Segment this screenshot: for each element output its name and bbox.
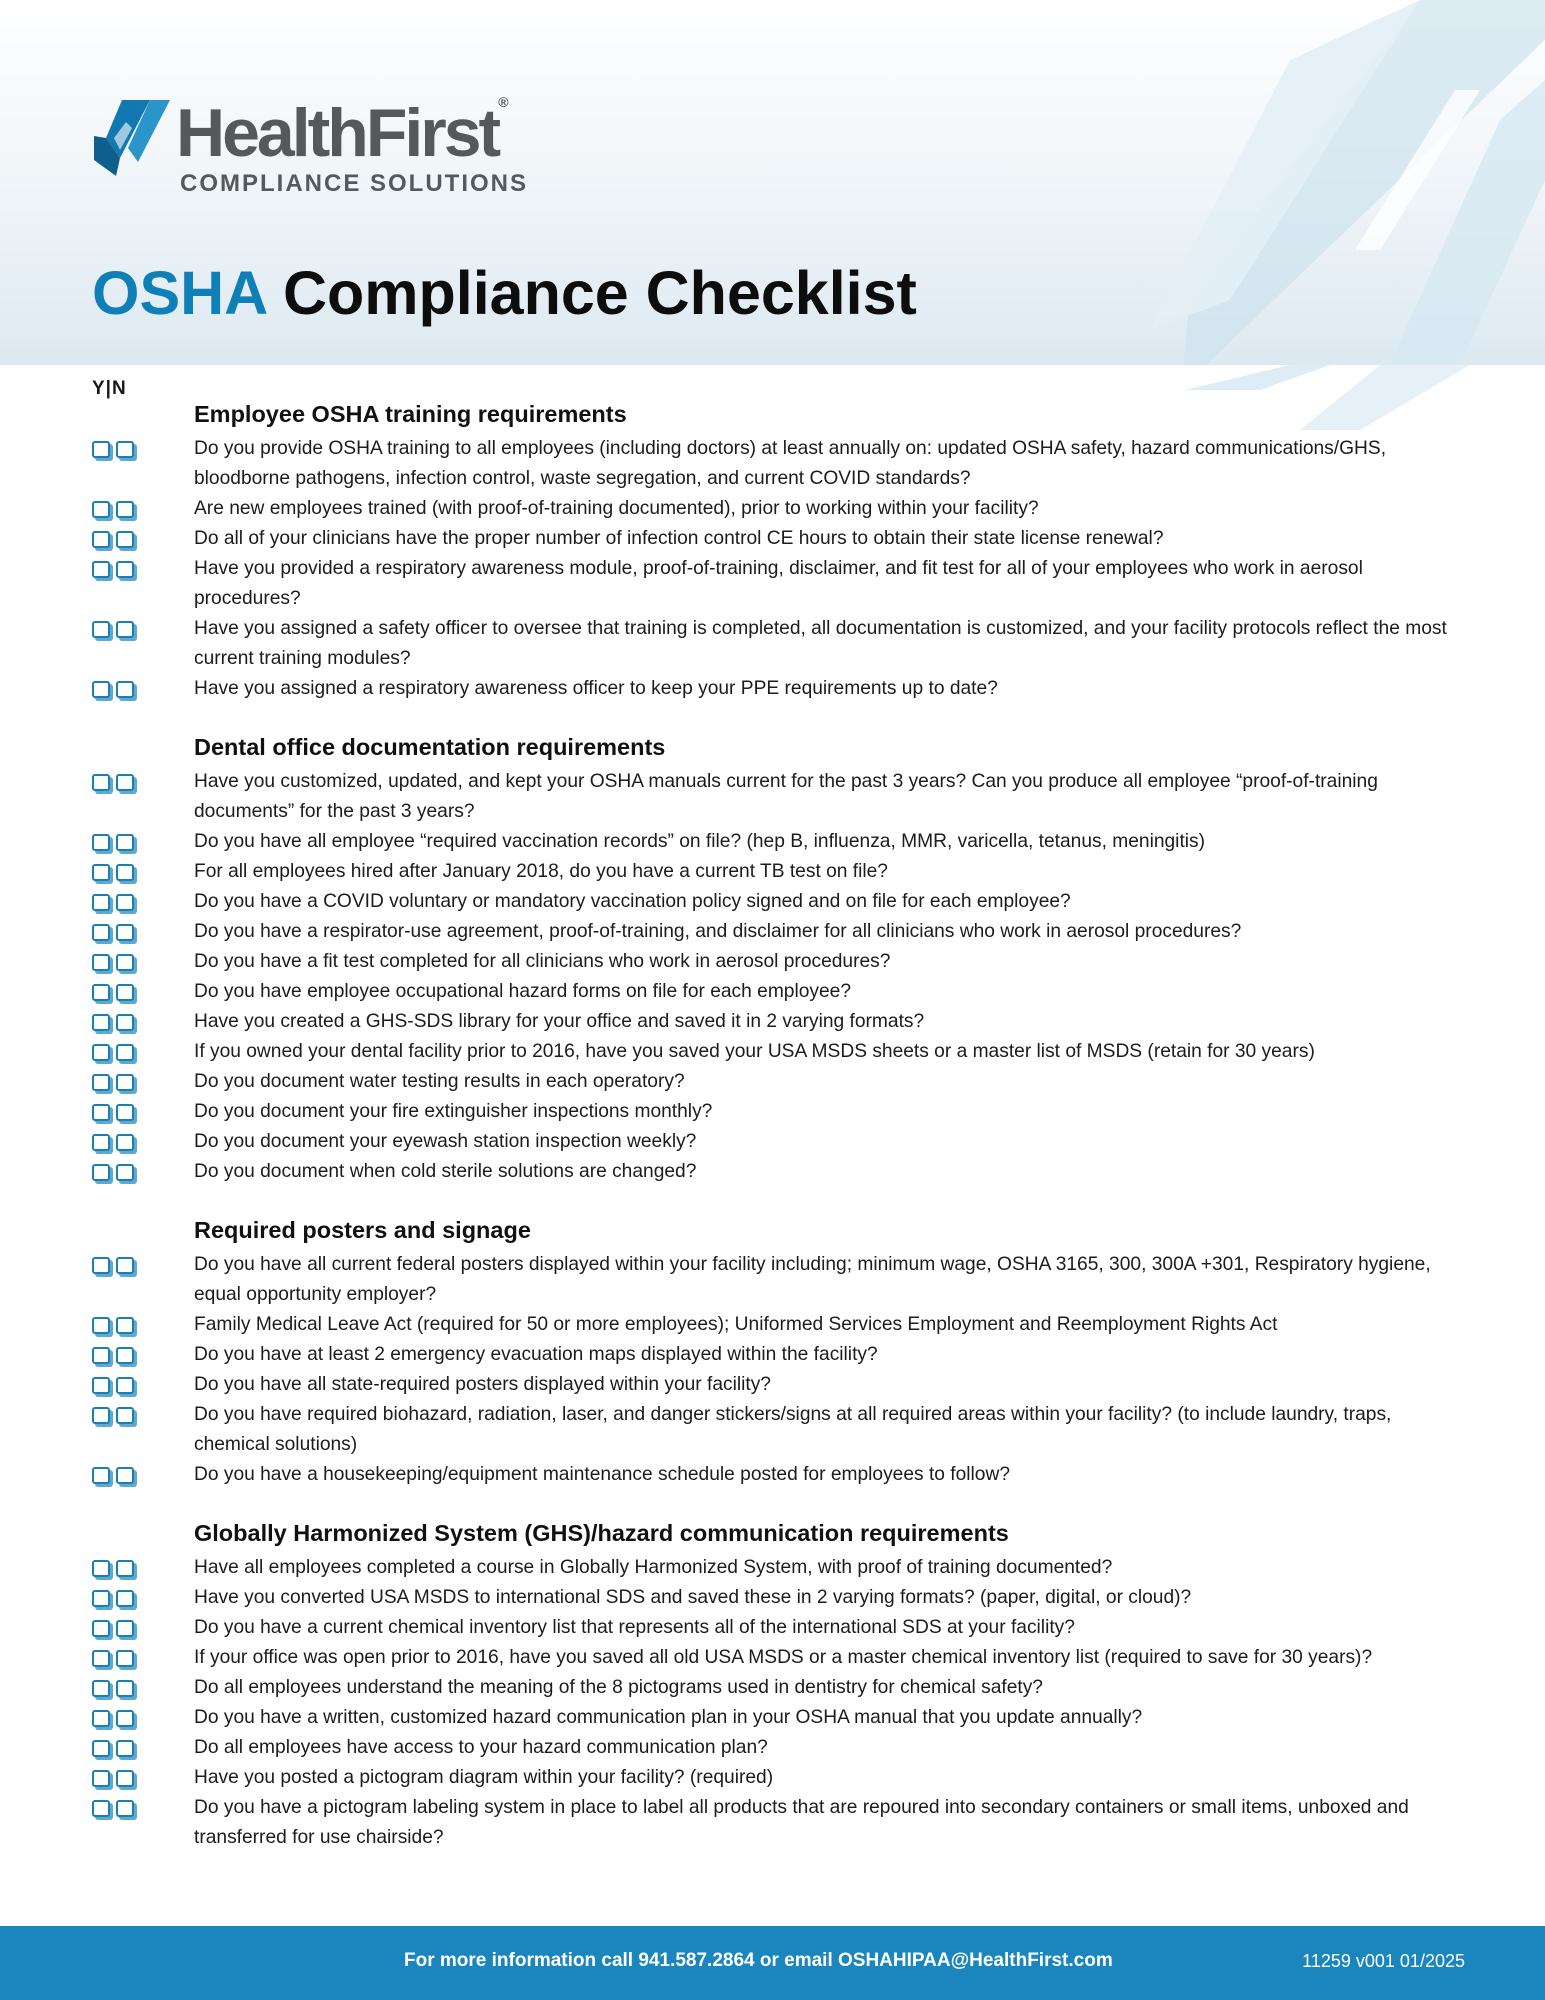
item-question: Do you have a pictogram labeling system in place to label all products that are repoured into secondary containers or small items, unboxed and transferred for use chairside? xyxy=(194,1797,1409,1848)
no-checkbox[interactable] xyxy=(116,1044,134,1061)
yes-checkbox[interactable] xyxy=(92,954,110,971)
no-checkbox[interactable] xyxy=(116,1317,134,1334)
no-checkbox[interactable] xyxy=(116,1710,134,1727)
checklist-item xyxy=(0,494,1545,524)
yes-checkbox[interactable] xyxy=(92,1377,110,1394)
checklist-item xyxy=(0,947,1545,977)
yes-checkbox[interactable] xyxy=(92,621,110,638)
no-checkbox[interactable] xyxy=(116,1740,134,1757)
document-code: 11259 v001 01/2025 xyxy=(1302,1951,1465,1971)
item-question: Do you provide OSHA training to all employees (including doctors) at least annually on: updated OSHA safety, hazard communications/GHS, bloodborne pathogens, infection control, waste segregation, and current COVID standards? xyxy=(194,438,1387,489)
checklist-item xyxy=(0,977,1545,1007)
item-question: If your office was open prior to 2016, have you saved all old USA MSDS or a master chemical inventory list (required to save for 30 years)? xyxy=(194,1647,1373,1668)
checklist-section xyxy=(0,1214,1545,1490)
yes-checkbox[interactable] xyxy=(92,1800,110,1817)
item-question: Family Medical Leave Act (required for 50 or more employees); Uniformed Services Employment and Reemployment Rights Act xyxy=(194,1314,1278,1335)
no-checkbox[interactable] xyxy=(116,1467,134,1484)
checklist-item xyxy=(0,1007,1545,1037)
item-question: Have all employees completed a course in Globally Harmonized System, with proof of training documented? xyxy=(194,1557,1113,1578)
no-checkbox[interactable] xyxy=(116,954,134,971)
item-question: Have you posted a pictogram diagram within your facility? (required) xyxy=(194,1767,774,1788)
item-question: Do you document your eyewash station inspection weekly? xyxy=(194,1131,697,1152)
item-question: Do you have a current chemical inventory list that represents all of the international SDS at your facility? xyxy=(194,1617,1075,1638)
yes-checkbox[interactable] xyxy=(92,864,110,881)
section-title: Employee OSHA training requirements xyxy=(194,401,627,427)
checklist-item xyxy=(0,887,1545,917)
item-question: Do all of your clinicians have the proper number of infection control CE hours to obtain their state license renewal? xyxy=(194,528,1164,549)
yes-checkbox[interactable] xyxy=(92,1317,110,1334)
checklist-item xyxy=(0,434,1545,494)
yes-checkbox[interactable] xyxy=(92,924,110,941)
yes-checkbox[interactable] xyxy=(92,1710,110,1727)
no-checkbox[interactable] xyxy=(116,531,134,548)
item-question: Have you provided a respiratory awareness module, proof-of-training, disclaimer, and fit test for all of your employees who work in aerosol procedures? xyxy=(194,558,1363,609)
item-question: Do you have all employee “required vaccination records” on file? (hep B, influenza, MMR, varicella, tetanus, meningitis) xyxy=(194,831,1206,852)
item-question: Do all employees understand the meaning of the 8 pictograms used in dentistry for chemical safety? xyxy=(194,1677,1043,1698)
yes-checkbox[interactable] xyxy=(92,501,110,518)
checklist-item xyxy=(0,1553,1545,1583)
yes-checkbox[interactable] xyxy=(92,1014,110,1031)
yes-checkbox[interactable] xyxy=(92,834,110,851)
no-checkbox[interactable] xyxy=(116,1164,134,1181)
yes-checkbox[interactable] xyxy=(92,681,110,698)
yes-checkbox[interactable] xyxy=(92,1134,110,1151)
no-checkbox[interactable] xyxy=(116,1074,134,1091)
no-checkbox[interactable] xyxy=(116,501,134,518)
brand-name: HealthFirst® xyxy=(176,94,509,171)
no-checkbox[interactable] xyxy=(116,681,134,698)
brand-subtitle: COMPLIANCE SOLUTIONS xyxy=(180,170,529,197)
item-question: For all employees hired after January 2018, do you have a current TB test on file? xyxy=(194,861,888,882)
no-checkbox[interactable] xyxy=(116,1347,134,1364)
no-checkbox[interactable] xyxy=(116,1104,134,1121)
item-question: Have you customized, updated, and kept your OSHA manuals current for the past 3 years? Can you produce all employee “proof-of-training documents” for the past 3 years? xyxy=(194,771,1378,822)
footer-contact: For more information call 941.587.2864 or email OSHAHIPAA@HealthFirst.com xyxy=(404,1950,1113,1971)
item-question: Do you have all state-required posters displayed within your facility? xyxy=(194,1374,771,1395)
checklist xyxy=(0,398,1545,1880)
no-checkbox[interactable] xyxy=(116,924,134,941)
yes-checkbox[interactable] xyxy=(92,1074,110,1091)
no-checkbox[interactable] xyxy=(116,864,134,881)
section-title: Globally Harmonized System (GHS)/hazard communication requirements xyxy=(194,1520,1009,1546)
yes-checkbox[interactable] xyxy=(92,1590,110,1607)
checklist-item xyxy=(0,1097,1545,1127)
checklist-item xyxy=(0,1250,1545,1310)
yes-checkbox[interactable] xyxy=(92,1347,110,1364)
item-question: Have you created a GHS-SDS library for your office and saved it in 2 varying formats? xyxy=(194,1011,925,1032)
yes-checkbox[interactable] xyxy=(92,1164,110,1181)
checklist-item xyxy=(0,1733,1545,1763)
no-checkbox[interactable] xyxy=(116,1377,134,1394)
item-question: Do you document when cold sterile solutions are changed? xyxy=(194,1161,697,1182)
item-question: Have you assigned a respiratory awareness officer to keep your PPE requirements up to date? xyxy=(194,678,998,699)
footer-bar xyxy=(0,1926,1545,2000)
item-question: Are new employees trained (with proof-of-training documented), prior to working within your facility? xyxy=(194,498,1039,519)
checklist-item xyxy=(0,1613,1545,1643)
item-question: Do all employees have access to your hazard communication plan? xyxy=(194,1737,768,1758)
yes-checkbox[interactable] xyxy=(92,894,110,911)
no-checkbox[interactable] xyxy=(116,894,134,911)
item-question: Do you have a COVID voluntary or mandatory vaccination policy signed and on file for each employee? xyxy=(194,891,1071,912)
item-question: Do you document water testing results in each operatory? xyxy=(194,1071,685,1092)
no-checkbox[interactable] xyxy=(116,1650,134,1667)
no-checkbox[interactable] xyxy=(116,1407,134,1424)
item-question: Do you have a respirator-use agreement, proof-of-training, and disclaimer for all clinicians who work in aerosol procedures? xyxy=(194,921,1242,942)
no-checkbox[interactable] xyxy=(116,774,134,791)
no-checkbox[interactable] xyxy=(116,1134,134,1151)
yes-checkbox[interactable] xyxy=(92,1467,110,1484)
item-question: Do you document your fire extinguisher inspections monthly? xyxy=(194,1101,713,1122)
no-checkbox[interactable] xyxy=(116,984,134,1001)
no-checkbox[interactable] xyxy=(116,1770,134,1787)
yes-checkbox[interactable] xyxy=(92,1257,110,1274)
no-checkbox[interactable] xyxy=(116,1800,134,1817)
no-checkbox[interactable] xyxy=(116,1257,134,1274)
item-question: Do you have at least 2 emergency evacuation maps displayed within the facility? xyxy=(194,1344,878,1365)
title-rest: Compliance Checklist xyxy=(282,259,917,327)
title-accent: OSHA xyxy=(92,259,266,327)
checklist-item xyxy=(0,1643,1545,1673)
checklist-item xyxy=(0,1793,1545,1853)
checklist-section xyxy=(0,1517,1545,1853)
checklist-item xyxy=(0,674,1545,704)
no-checkbox[interactable] xyxy=(116,561,134,578)
item-question: Do you have a written, customized hazard communication plan in your OSHA manual that you update annually? xyxy=(194,1707,1143,1728)
yes-no-header: Y|N xyxy=(92,378,127,399)
no-checkbox[interactable] xyxy=(116,1680,134,1697)
no-checkbox[interactable] xyxy=(116,441,134,458)
no-checkbox[interactable] xyxy=(116,1560,134,1577)
yes-checkbox[interactable] xyxy=(92,1104,110,1121)
checklist-item xyxy=(0,857,1545,887)
item-question: Do you have all current federal posters displayed within your facility including; minimum wage, OSHA 3165, 300, 300A +301, Respiratory hygiene, equal opportunity employer? xyxy=(194,1254,1431,1305)
checklist-item xyxy=(0,1583,1545,1613)
item-question: Have you assigned a safety officer to oversee that training is completed, all documentation is customized, and your facility protocols reflect the most current training modules? xyxy=(194,618,1447,669)
yes-checkbox[interactable] xyxy=(92,984,110,1001)
checklist-item xyxy=(0,1763,1545,1793)
no-checkbox[interactable] xyxy=(116,834,134,851)
checklist-section xyxy=(0,731,1545,1187)
decorative-stripes-lower xyxy=(0,0,1545,430)
yes-checkbox[interactable] xyxy=(92,1650,110,1667)
item-question: Do you have employee occupational hazard forms on file for each employee? xyxy=(194,981,852,1002)
section-title: Dental office documentation requirements xyxy=(194,734,666,760)
yes-checkbox[interactable] xyxy=(92,1407,110,1424)
yes-checkbox[interactable] xyxy=(92,531,110,548)
no-checkbox[interactable] xyxy=(116,1620,134,1637)
checklist-item xyxy=(0,917,1545,947)
item-question: If you owned your dental facility prior to 2016, have you saved your USA MSDS sheets or a master list of MSDS (retain for 30 years) xyxy=(194,1041,1315,1062)
section-title: Required posters and signage xyxy=(194,1217,531,1243)
checklist-item xyxy=(0,1037,1545,1067)
yes-checkbox[interactable] xyxy=(92,441,110,458)
checklist-item xyxy=(0,524,1545,554)
checklist-item xyxy=(0,1310,1545,1340)
yes-checkbox[interactable] xyxy=(92,1560,110,1577)
yes-checkbox[interactable] xyxy=(92,1044,110,1061)
no-checkbox[interactable] xyxy=(116,621,134,638)
checklist-item xyxy=(0,1673,1545,1703)
yes-checkbox[interactable] xyxy=(92,774,110,791)
checklist-item xyxy=(0,1400,1545,1460)
checklist-item xyxy=(0,614,1545,674)
yes-checkbox[interactable] xyxy=(92,1770,110,1787)
checklist-item xyxy=(0,827,1545,857)
item-question: Do you have a fit test completed for all clinicians who work in aerosol procedures? xyxy=(194,951,891,972)
checklist-item xyxy=(0,1703,1545,1733)
no-checkbox[interactable] xyxy=(116,1014,134,1031)
yes-checkbox[interactable] xyxy=(92,1680,110,1697)
checklist-item xyxy=(0,767,1545,827)
checklist-item xyxy=(0,1127,1545,1157)
checklist-item xyxy=(0,1370,1545,1400)
checklist-item xyxy=(0,1067,1545,1097)
checklist-item xyxy=(0,1157,1545,1187)
yes-checkbox[interactable] xyxy=(92,1740,110,1757)
yes-checkbox[interactable] xyxy=(92,561,110,578)
checklist-section xyxy=(0,398,1545,704)
checklist-item xyxy=(0,1340,1545,1370)
checklist-item xyxy=(0,554,1545,614)
yes-checkbox[interactable] xyxy=(92,1620,110,1637)
checklist-item xyxy=(0,1460,1545,1490)
item-question: Do you have a housekeeping/equipment maintenance schedule posted for employees to follow? xyxy=(194,1464,1011,1485)
item-question: Have you converted USA MSDS to international SDS and saved these in 2 varying formats? (paper, digital, or cloud)? xyxy=(194,1587,1192,1608)
no-checkbox[interactable] xyxy=(116,1590,134,1607)
item-question: Do you have required biohazard, radiation, laser, and danger stickers/signs at all required areas within your facility? (to include laundry, traps, chemical solutions) xyxy=(194,1404,1392,1455)
